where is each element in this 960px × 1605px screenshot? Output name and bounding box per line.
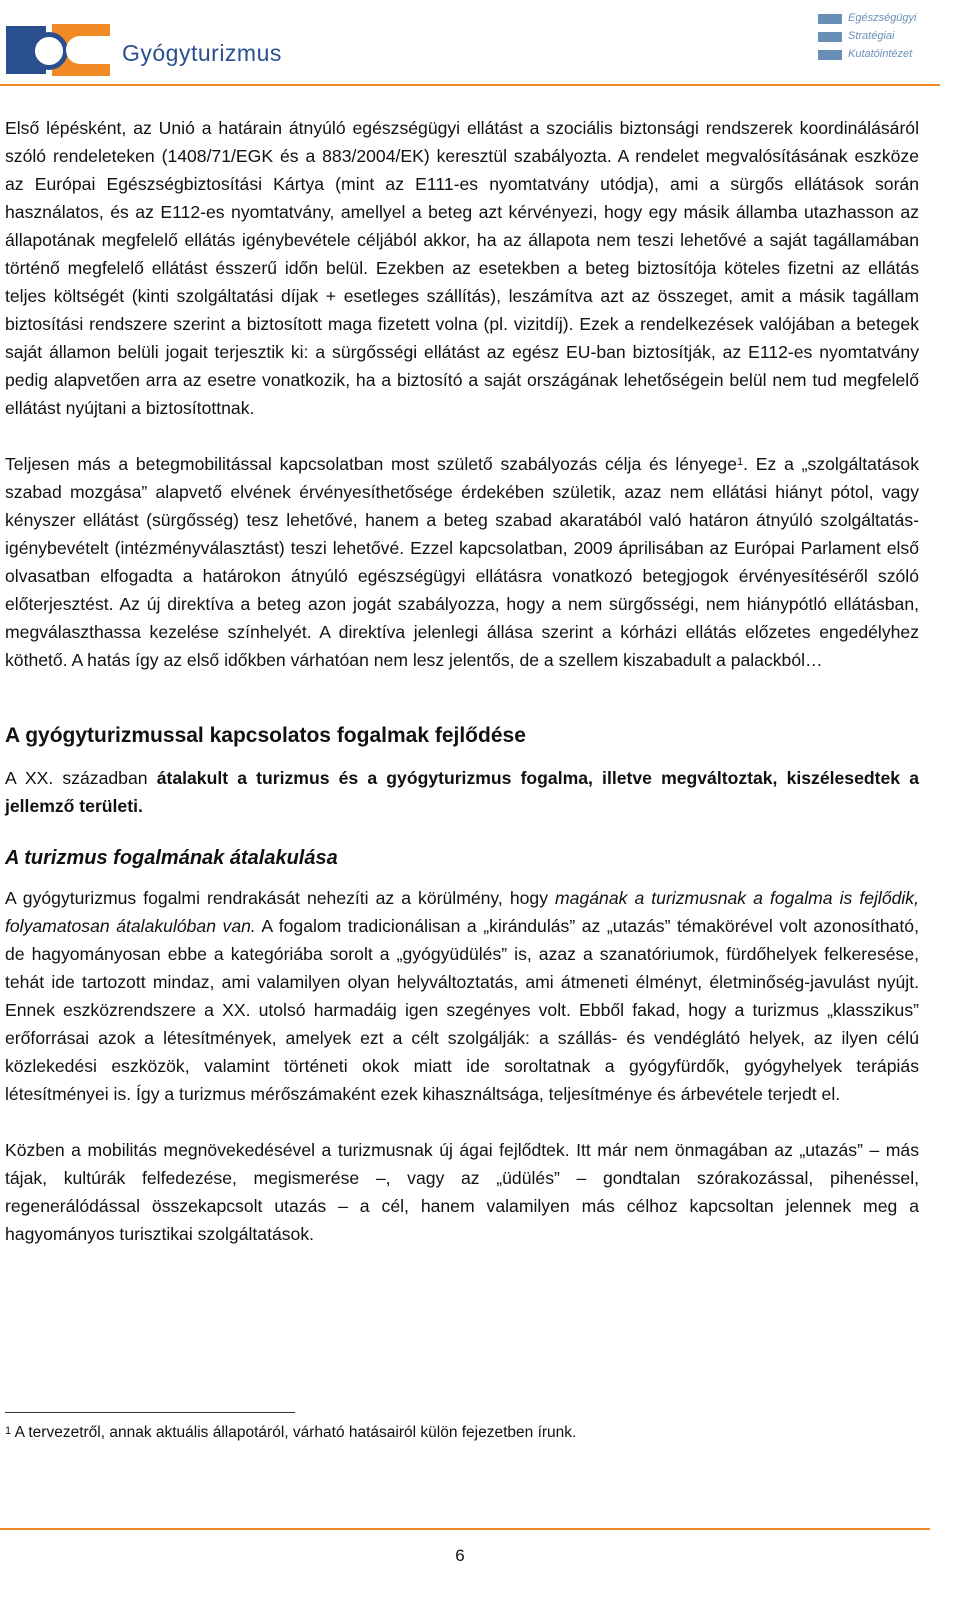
institute-line-2: Stratégiai [848, 30, 895, 42]
paragraph-3-bold: átalakult a turizmus és a gyógyturizmus fogalma, illetve megváltoztak, kiszélesedtek a jellemző területi. [5, 768, 919, 816]
page-number: 6 [455, 1546, 465, 1565]
institute-stripe-icon [818, 14, 842, 24]
paragraph-4-start: A gyógyturizmus fogalmi rendrakását nehezíti az a körülmény, hogy [5, 888, 556, 908]
header-divider [0, 84, 940, 86]
section-heading: A gyógyturizmussal kapcsolatos fogalmak fejlődése [5, 724, 526, 747]
institute-stripe-icon [818, 32, 842, 42]
brand-name: Gyógyturizmus [122, 40, 282, 66]
page-header [0, 0, 960, 88]
paragraph-3-plain: A XX. században [5, 768, 157, 788]
footnote-divider [5, 1412, 295, 1413]
footer-divider [0, 1528, 930, 1530]
paragraph-4-rest: A fogalom tradicionálisan a „kirándulás” az „utazás” témakörével volt azonosítható, de hagyományosan ebbe a kategóriába sorolt a „gyógyüdülés” is, azaz a szanatóriumok, fürdőhelyek felkeresése, tehát ide tartozott mindaz, ami valamilyen olyan helyváltoztatás, ami átmeneti élményt, életminőség-javulást nyújt. Ennek eszközrendszere a XX. utolsó harmadáig igen szegényes volt. Ebből fakad, hogy a turizmus „klasszikus” erőforrásai azok a létesítmények, amelyek ezt a célt szolgálják: a szállás- és vendéglátó helyek, az ilyen célú közlekedési eszközök, valamint történeti okok miatt ide soroltatnak a gyógyfürdők, gyógyhelyek terápiás létesítményei is. Így a turizmus mérőszámaként ezek kihasználtsága, teljesítménye és árbevétele terjedt el. [5, 916, 919, 1104]
document-body [5, 114, 919, 1248]
footnote [5, 1422, 576, 1444]
paragraph-5: Közben a mobilitás megnövekedésével a turizmusnak új ágai fejlődtek. Itt már nem önmagában az „utazás” – más tájak, kultúrák felfedezése, megismerése –, vagy az „üdülés” – gondtalan szórakozással, pihenéssel, regenerálódással összekapcsolt utazás – a cél, hanem valamilyen más célhoz kapcsoltan jelennek meg a hagyományos turisztikai szolgáltatások. [5, 1140, 919, 1244]
paragraph-3 [5, 764, 919, 820]
subsection-heading: A turizmus fogalmának átalakulása [5, 847, 338, 869]
institute-line-1: Egészségügyi [848, 12, 917, 24]
footnote-mark: 1 [5, 1425, 12, 1437]
footnote-reference[interactable]: 1 [737, 456, 744, 468]
institute-stripe-icon [818, 50, 842, 60]
paragraph-4 [5, 884, 919, 1108]
footnote-text: A tervezetről, annak aktuális állapotáról, várható hatásairól külön fejezetben írunk. [11, 1424, 577, 1441]
institute-line-3: Kutatóintézet [848, 48, 913, 60]
paragraph-1: Első lépésként, az Unió a határain átnyúló egészségügyi ellátást a szociális biztonsági rendszerek koordinálásáról szóló rendeleteken (1408/71/EGK és a 883/2004/EK) keresztül szabályozta. A rendelet megvalósításának eszköze az Európai Egészségbiztosítási Kártya (mint az E111-es nyomtatvány utódja), ami a sürgős ellátások során használatos, és az E112-es nyomtatvány, amellyel a beteg azt kérvényezi, hogy egy másik államba utazhasson az állapotának megfelelő ellátás igénybevétele céljából akkor, ha az állapota nem teszi lehetővé a saját tagállamában történő megfelelő ellátást ésszerű időn belül. Ezekben az esetekben a beteg biztosítója köteles fizetni az ellátás teljes költségét (kinti szolgáltatási díjak + esetleges szállítás), leszámítva azt az összeget, amit a másik tagállam biztosítási rendszere szerint a biztosított maga fizetett volna (pl. vizitdíj). Ezek a rendelkezések valójában a betegek saját államon belüli jogait terjesztik ki: a sürgősségi ellátást az egész EU-ban biztosítják, az E112-es nyomtatvány pedig alapvetően arra az esetre vonatkozik, ha a biztosító a saját országának lehetőségein belül nem tud megfelelő ellátást nyújtani a biztosítottnak. [5, 118, 919, 418]
paragraph-2-rest: . Ez a „szolgáltatások szabad mozgása” alapvető elvének érvényesíthetősége érdekében születik, azaz nem ellátási hiányt pótol, vagy kényszer ellátást (sürgősség) tesz lehetővé, hanem a beteg szabad akaratából való határon átnyúló szolgáltatás-igénybevételt (intézményválasztást) teszi lehetővé. Ezzel kapcsolatban, 2009 áprilisában az Európai Parlament első olvasatban elfogadta a határokon átnyúló egészségügyi ellátásra vonatkozó betegjogok érvényesítéséről szóló előterjesztést. Az új direktíva a beteg azon jogát szabályozza, hogy a nem sürgősségi, nem hiánypótló ellátásban, megválaszthassa kezelése színhelyét. A direktíva jelenlegi állása szerint a kórházi ellátás előzetes engedélyhez köthető. A hatás így az első időkben várhatóan nem lesz jelentős, de a szellem kiszabadult a palackból… [5, 454, 919, 670]
paragraph-4-italic: magának a turizmusnak a fogalma is fejlődik, folyamatosan átalakulóban van. [5, 888, 919, 936]
institute-logo [818, 12, 938, 72]
paragraph-2-start: Teljesen más a betegmobilitással kapcsolatban most születő szabályozás célja és lényege [5, 454, 737, 474]
paragraph-2 [5, 450, 919, 674]
gyogyturizmus-logo-icon [6, 24, 110, 76]
